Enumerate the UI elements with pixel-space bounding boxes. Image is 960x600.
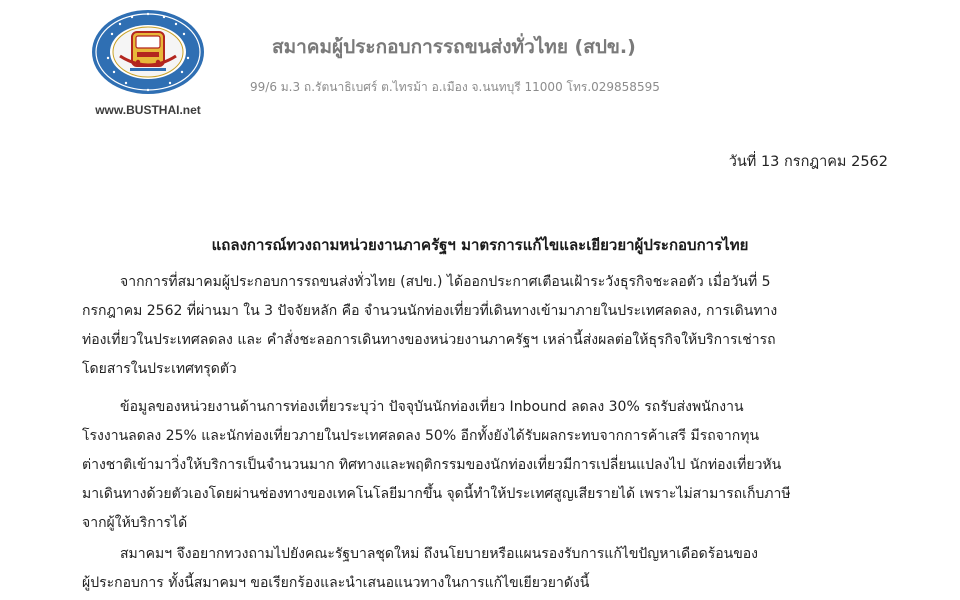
paragraph-line: ท่องเที่ยวในประเทศลดลง และ คำสั่งชะลอการเดินทางของหน่วยงานภาครัฐฯ เหล่านี้ส่งผลต่อให้ธุรกิจให้บริการเช่ารถ [82,332,776,348]
website-url[interactable]: www.BUSTHAI.net [95,103,201,117]
association-logo [84,8,212,120]
paragraph-line: จากผู้ให้บริการได้ [82,515,188,531]
paragraph-line: ต่างชาติเข้ามาวิ่งให้บริการเป็นจำนวนมาก ทิศทางและพฤติกรรมของนักท่องเที่ยวมีการเปลี่ยนแปลงไป นักท่องเที่ยวหัน [82,457,782,473]
paragraph-line: จากการที่สมาคมผู้ประกอบการรถขนส่งทั่วไทย (สปข.) ได้ออกประกาศเตือนเฝ้าระวังธุรกิจชะลอตัว เมื่อวันที่ 5 [120,274,771,290]
paragraph-line: โรงงานลดลง 25% และนักท่องเที่ยวภายในประเทศลดลง 50% อีกทั้งยังได้รับผลกระทบจากการค้าเสรี มีรถจากทุน [82,428,760,444]
body-paragraph [82,393,890,538]
body-paragraph [82,268,890,384]
paragraph-line: โดยสารในประเทศทรุดตัว [82,361,237,377]
paragraph-line: กรกฎาคม 2562 ที่ผ่านมา ใน 3 ปัจจัยหลัก คือ จำนวนนักท่องเที่ยวที่เดินทางเข้ามาภายในประเทศลดลง, การเดินทาง [82,303,778,319]
letter-title: แถลงการณ์ทวงถามหน่วยงานภาครัฐฯ มาตรการแก้ไขและเยียวยาผู้ประกอบการไทย [211,236,749,254]
organization-name: สมาคมผู้ประกอบการรถขนส่งทั่วไทย (สปข.) [272,36,636,58]
paragraph-line: ข้อมูลของหน่วยงานด้านการท่องเที่ยวระบุว่า ปัจจุบันนักท่องเที่ยว Inbound ลดลง 30% รถรับส่งพนักงาน [120,399,744,415]
paragraph-line: สมาคมฯ จึงอยากทวงถามไปยังคณะรัฐบาลชุดใหม่ ถึงนโยบายหรือแผนรองรับการแก้ไขปัญหาเดือดร้อนของ [120,546,759,562]
letter-date: วันที่ 13 กรกฎาคม 2562 [728,154,888,170]
paragraph-line: มาเดินทางด้วยตัวเองโดยผ่านช่องทางของเทคโนโลยีมากขึ้น จุดนี้ทำให้ประเทศสูญเสียรายได้ เพราะไม่สามารถเก็บภาษี [82,486,791,502]
paragraph-line: ผู้ประกอบการ ทั้งนี้สมาคมฯ ขอเรียกร้องและนำเสนอแนวทางในการแก้ไขเยียวยาดังนี้ [82,575,590,591]
association-seal-icon [90,8,206,96]
organization-address: 99/6 ม.3 ถ.รัตนาธิเบศร์ ต.ไทรม้า อ.เมือง จ.นนทบุรี 11000 โทร.029858595 [250,80,660,94]
body-paragraph [82,540,890,598]
